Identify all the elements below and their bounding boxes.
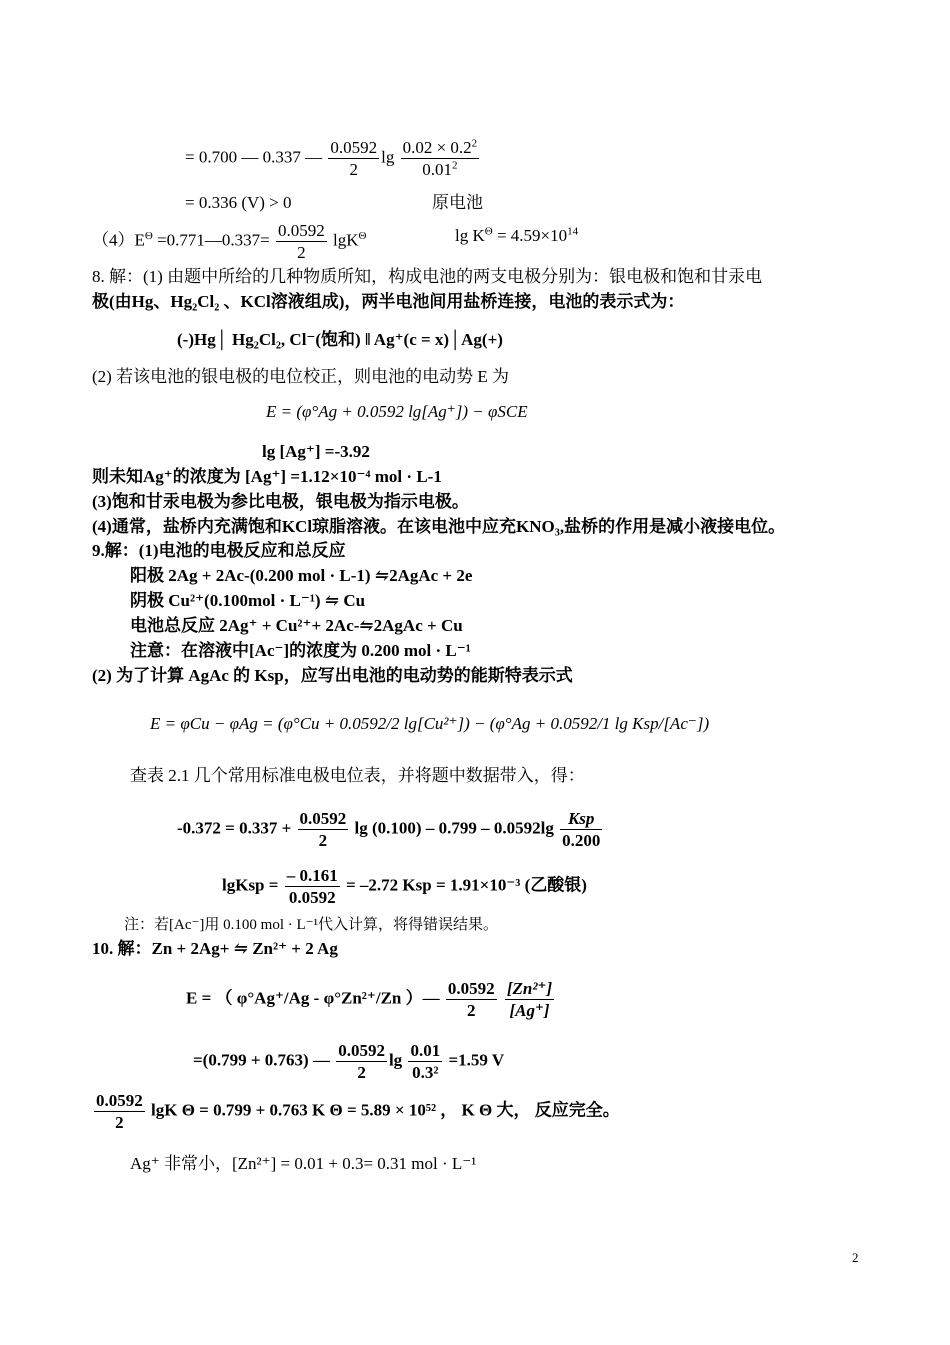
p8-text-6: (4)通常，盐桥内充满饱和KCl琼脂溶液。在该电池中应充KNO₃,盐桥的作用是减小液接电位。 <box>92 517 786 536</box>
p9-text-3: 查表 2.1 几个常用标准电极电位表，并将题中数据带入，得： <box>130 766 585 785</box>
equation-line-2: = 0.336 (V) > 0 <box>185 193 292 212</box>
equation-line-1: = 0.700 — 0.337 — $\frac{0.0592}{2}$ lg $\frac{0.02 \times 0.2^2}{0.01^2}$ <box>185 137 478 179</box>
p9-footnote: 注：若[Ac⁻]用 0.100 mol · L⁻¹代入计算，将得错误结果。 <box>124 917 499 933</box>
p10-text-1: 10. 解：Zn + 2Ag+ ⇋ Zn²⁺ + 2 Ag <box>92 939 338 958</box>
p8-cell-notation: (-)Hg│ Hg₂Cl₂, Cl⁻(饱和) ‖ Ag⁺(c = x)│Ag(+) <box>177 330 503 349</box>
galvanic-cell-label: 原电池 <box>432 193 483 212</box>
p9-anode: 阳极 2Ag + 2Ac-(0.200 mol · L-1) ⇋2AgAc + 2e <box>130 566 473 585</box>
p9-note: 注意：在溶液中[Ac⁻]的浓度为 0.200 mol · L⁻¹ <box>130 641 471 660</box>
p9-overall: 电池总反应 2Ag⁺ + Cu²⁺+ 2Ac-⇋2AgAc + Cu <box>130 616 463 635</box>
p10-equation-2: =(0.799 + 0.763) — $\frac{0.0592}{2}$ lg $\frac{0.01}{\text{0.3²}}$ =1.59 V <box>193 1041 505 1082</box>
equation-line-3: $(4)E^\Theta$ =0.771—0.337= $\frac{0.0592}{2}$ lgK$^\Theta$ <box>92 221 367 262</box>
p9-cathode: 阴极 Cu²⁺(0.100mol · L⁻¹) ⇋ Cu <box>130 591 366 610</box>
p8-lg: lg [Ag⁺] =-3.92 <box>262 442 370 461</box>
p9-calc-1: -0.372 = 0.337 + $\frac{0.0592}{2}$ lg (0.100) – 0.799 – 0.0592lg $\frac{\text{Ksp}}{0.200}$ <box>177 809 601 850</box>
p8-text-1: 8. 解：(1) 由题中所给的几种物质所知，构成电池的两支电极分别为：银电极和饱和甘汞电 <box>92 267 763 286</box>
p9-text-1: 9.解：(1)电池的电极反应和总反应 <box>92 541 346 560</box>
p8-text-2: 极(由Hg、Hg₂Cl₂ 、KCl溶液组成)，两半电池间用盐桥连接，电池的表示式为： <box>92 292 685 311</box>
p8-equation: E = (φ°Ag + 0.0592 lg[Ag⁺]) − φSCE <box>266 402 528 421</box>
p8-text-3: (2) 若该电池的银电极的电位校正，则电池的电动势 E 为 <box>92 367 509 386</box>
p10-equation-3: $\frac{0.0592}{2}$ lgK Θ = 0.799 + 0.763 K Θ = 5.89 × 10⁵² ， K Θ 大， 反应完全。 <box>96 1091 620 1132</box>
p8-text-4: 则未知Ag⁺的浓度为 [Ag⁺] =1.12×10⁻⁴ mol · L-1 <box>92 467 442 486</box>
page-number: 2 <box>852 1250 859 1265</box>
p9-calc-2: lgKsp = $\frac{- 0.161}{0.0592}$ = –2.72 Ksp = 1.91×10⁻³ (乙酸银) <box>222 866 587 907</box>
p10-equation-1: E = （ φ°Ag⁺/Ag - φ°Zn²⁺/Zn ）— $\frac{0.0592}{2}$ $\frac{\text{[Zn²⁺]}}{[Ag^+]}$ <box>186 979 553 1020</box>
p8-text-5: (3)饱和甘汞电极为参比电极，银电极为指示电极。 <box>92 492 469 511</box>
equation-line-3-result: $\lg K^\Theta = 4.59\times 10^{14}$ <box>455 225 579 245</box>
p9-text-2: (2) 为了计算 AgAc 的 Ksp，应写出电池的电动势的能斯特表示式 <box>92 666 573 685</box>
p10-conclusion: Ag⁺ 非常小，[Zn²⁺] = 0.01 + 0.3= 0.31 mol · L⁻¹ <box>130 1154 477 1173</box>
p9-nernst-equation: E = φCu − φAg = (φ°Cu + 0.0592/2 lg[Cu²⁺]) − (φ°Ag + 0.0592/1 lg Ksp/[Ac⁻]) <box>150 714 710 733</box>
